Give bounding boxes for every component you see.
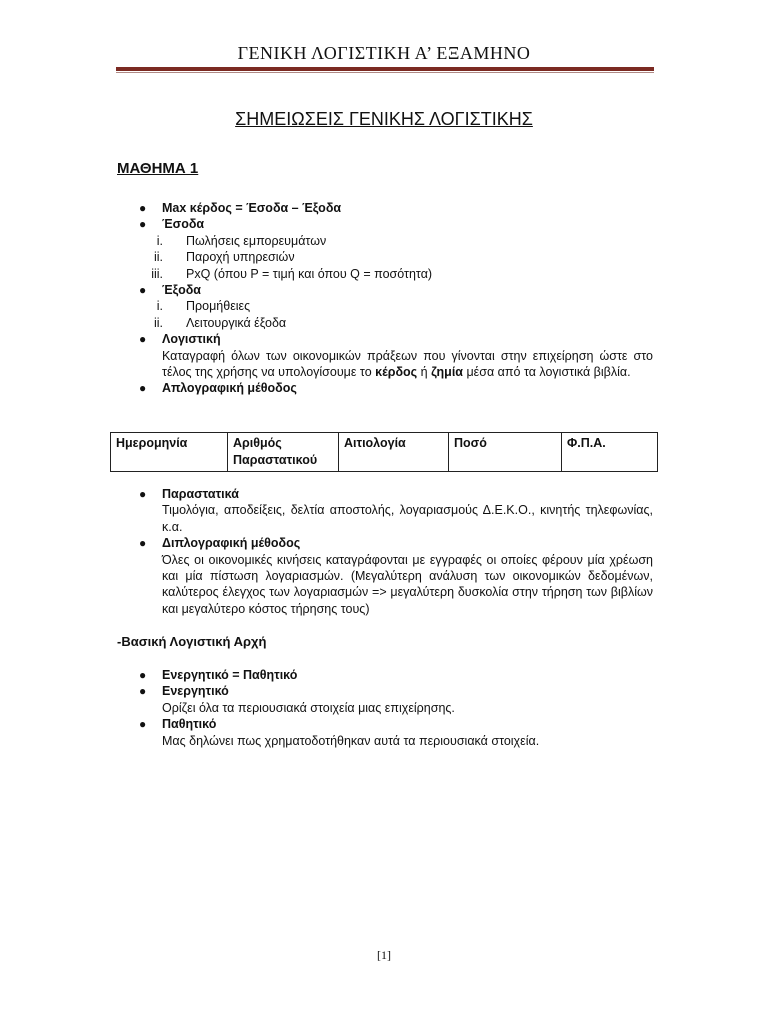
list-item: ● Λογιστική xyxy=(139,332,221,347)
ledger-table xyxy=(110,432,658,472)
section-heading: -Βασική Λογιστική Αρχή xyxy=(117,634,267,649)
table-cell: Φ.Π.Α. xyxy=(562,433,658,472)
documents-paragraph: Τιμολόγια, αποδείξεις, δελτία αποστολής, λογαριασμούς Δ.Ε.Κ.Ο., κινητής τηλεφωνίας, κ.α. xyxy=(162,503,653,534)
table-cell: Ημερομηνία xyxy=(111,433,228,472)
bullet-icon: ● xyxy=(139,283,147,298)
bullet-icon: ● xyxy=(139,332,147,347)
assets-paragraph: Ορίζει όλα τα περιουσιακά στοιχεία μιας επιχείρησης. xyxy=(162,700,455,715)
page-number: [1] xyxy=(377,948,391,962)
accounting-definition: Καταγραφή όλων των οικονομικών πράξεων που γίνονται στην επιχείρηση ώστε στο τέλος της χρήσης να υπολογίσουμε το κέρδος ή ζημία μέσα από τα λογιστικά βιβλία. xyxy=(162,348,653,380)
bullet-icon: ● xyxy=(139,381,147,396)
table-cell: Αιτιολογία xyxy=(339,433,449,472)
lesson-heading: ΜΑΘΗΜΑ 1 xyxy=(117,160,199,177)
list-item: ● Ενεργητικό = Παθητικό xyxy=(139,668,298,682)
list-item: ● Παθητικό xyxy=(139,717,217,732)
liabilities-paragraph: Μας δηλώνει πως χρηματοδοτήθηκαν αυτά τα περιουσιακά στοιχεία. xyxy=(162,733,540,748)
bullet-icon: ● xyxy=(139,668,147,682)
numbered-item: iii. PxQ (όπου P = τιμή και όπου Q = ποσότητα) xyxy=(151,266,433,281)
numbered-item: ii. Λειτουργικά έξοδα xyxy=(153,315,287,330)
table-cell: Ποσό xyxy=(449,433,562,472)
numbered-item: ii. Παροχή υπηρεσιών xyxy=(153,250,295,265)
bullet-icon: ● xyxy=(139,217,147,232)
document-title: ΣΗΜΕΙΩΣΕΙΣ ΓΕΝΙΚΗΣ ΛΟΓΙΣΤΙΚΗΣ xyxy=(235,109,533,129)
list-item: ● Απλογραφική μέθοδος xyxy=(139,381,297,396)
header-title: ΓΕΝΙΚΗ ΛΟΓΙΣΤΙΚΗ Α’ ΕΞΑΜΗΝΟ xyxy=(237,43,531,63)
list-item: ● Έξοδα xyxy=(139,283,201,298)
table-row xyxy=(111,433,658,472)
numbered-item: i. Πωλήσεις εμπορευμάτων xyxy=(156,233,327,248)
bullet-icon: ● xyxy=(139,536,147,551)
list-item: ● Max κέρδος = Έσοδα – Έξοδα xyxy=(139,201,342,215)
double-entry-paragraph: Όλες οι οικονομικές κινήσεις καταγράφονται με εγγραφές οι οποίες φέρουν μία χρέωση και μία πίστωση λογαριασμών. (Μεγαλύτερη ανάλυση των οικονομικών δεδομένων, καλύτερος έλεγχος των λογαριασμών => μεγαλύτερη δυσκολία στην τήρηση των βιβλίων και μεγαλύτερο κόστος τήρησης τους) xyxy=(162,552,653,616)
bullet-icon: ● xyxy=(139,487,147,501)
list-item: ● Παραστατικά xyxy=(139,487,239,501)
numbered-item: i. Προμήθειες xyxy=(156,299,251,314)
notes-block-1 xyxy=(117,200,653,397)
list-item: ● Έσοδα xyxy=(139,217,205,232)
table-cell: Αριθμός Παραστατικού xyxy=(228,433,339,472)
list-item: ● Διπλογραφική μέθοδος xyxy=(139,536,301,551)
header-rule-shadow xyxy=(116,72,654,73)
notes-block-2 xyxy=(117,486,653,617)
bullet-icon: ● xyxy=(139,684,147,699)
list-item: ● Ενεργητικό xyxy=(139,684,229,699)
bullet-icon: ● xyxy=(139,201,147,215)
bullet-icon: ● xyxy=(139,717,147,732)
header-rule xyxy=(116,67,654,71)
notes-block-3 xyxy=(117,667,653,749)
